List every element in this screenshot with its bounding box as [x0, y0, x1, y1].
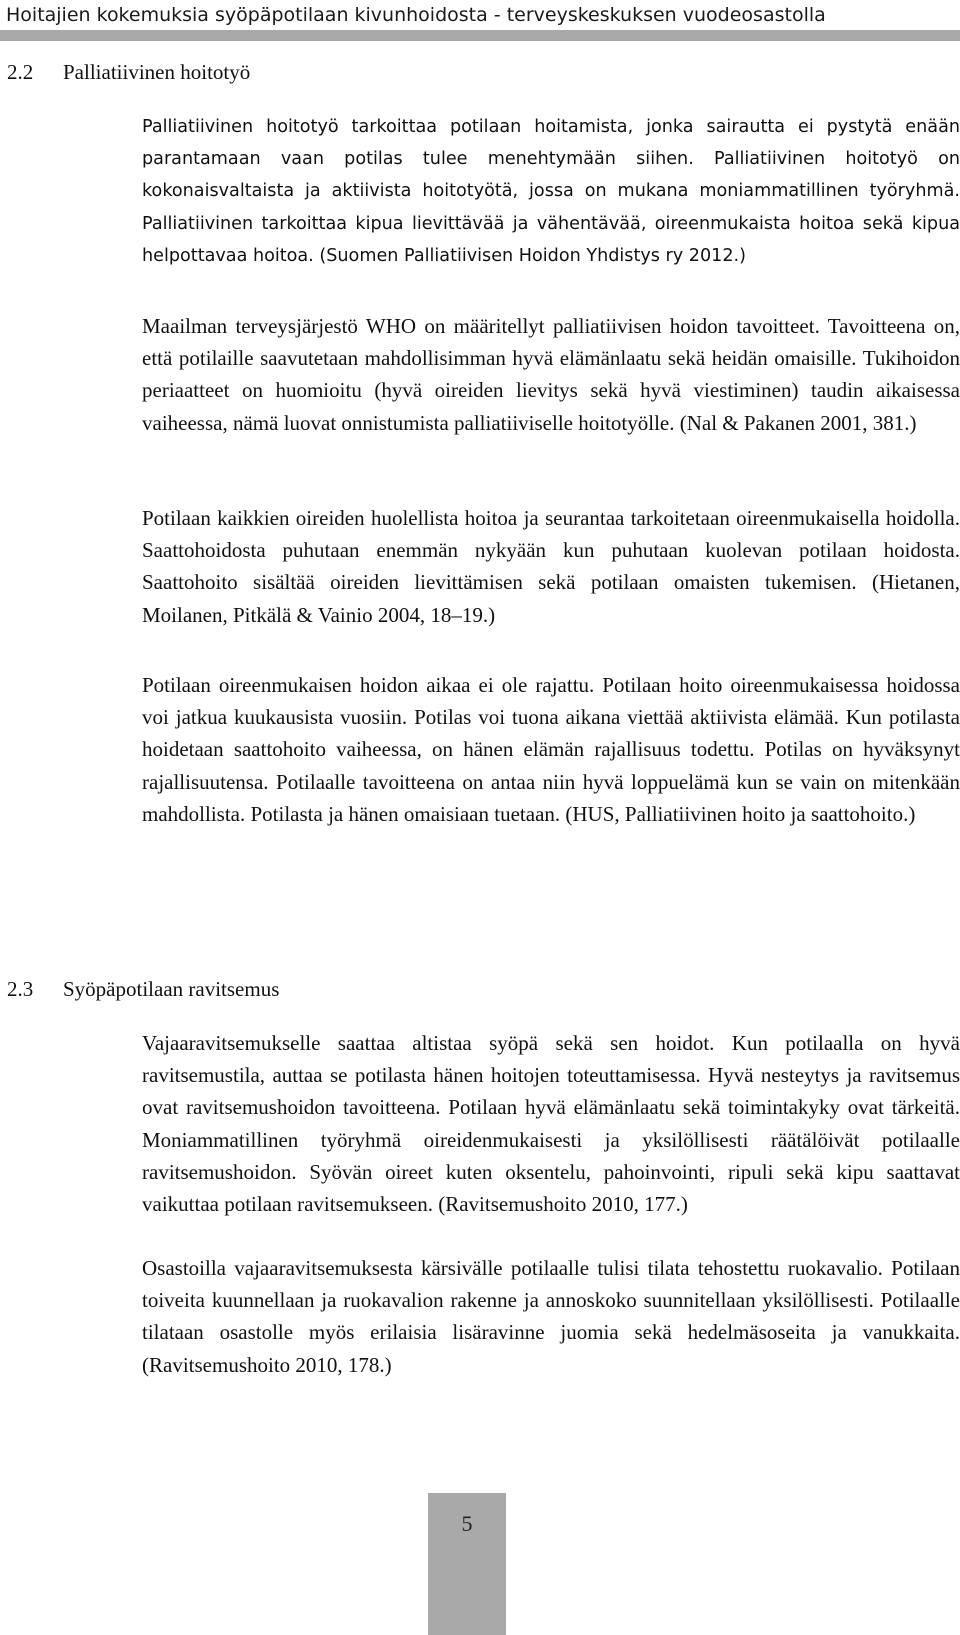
paragraph: Maailman terveysjärjestö WHO on määritellyt palliatiivisen hoidon tavoitteet. Tavoitteena on, että potilaille saavutetaan mahdollisimman hyvä elämänlaatu sekä heidän omaisille. Tukihoidon periaatteet on huomioitu (hyvä oireiden lievitys sekä hyvä viestiminen) taudin aikaisessa vaiheessa, nämä luovat onnistumista palliatiiviselle hoitotyölle. (Nal & Pakanen 2001, 381.) — [142, 314, 960, 435]
paragraph: Vajaaravitsemukselle saattaa altistaa syöpä sekä sen hoidot. Kun potilaalla on hyvä ravitsemustila, auttaa se potilasta hänen hoitojen toteuttamisessa. Hyvä nesteytys ja ravitsemus ovat ravitsemushoidon tavoitteena. Potilaan hyvä elämänlaatu sekä toimintakyky ovat tärkeitä. Moniammatillinen työryhmä oireidenmukaisesti ja yksilöllisesti räätälöivät potilaalle ravitsemushoidon. Syövän oireet kuten oksentelu, pahoinvointi, ripuli sekä kipu saattavat vaikuttaa potilaan ravitsemukseen. (Ravitsemushoito 2010, 177.) — [142, 1031, 960, 1217]
running-header — [0, 0, 960, 42]
paragraph: Osastoilla vajaaravitsemuksesta kärsivälle potilaalle tulisi tilata tehostettu ruokavalio. Potilaan toiveita kuunnellaan ja ruokavalion rakenne ja annoskoko suunnitellaan yksilöllisesti. Potilaalle tilataan osastolle myös erilaisia lisäravinne juomia sekä hedelmäsoseita ja vanukkaita. (Ravitsemushoito 2010, 178.) — [142, 1256, 960, 1377]
section-number: 2.3 — [7, 977, 34, 1001]
section-number: 2.2 — [7, 60, 34, 84]
section-title: Syöpäpotilaan ravitsemus — [63, 977, 280, 1001]
page-number: 5 — [461, 1511, 473, 1536]
section-heading-2-2 — [7, 59, 250, 85]
header-rule — [0, 30, 960, 41]
document-title: Hoitajien kokemuksia syöpäpotilaan kivunhoidosta - terveyskeskuksen vuodeosastolla — [6, 4, 826, 26]
section-heading-2-3 — [7, 976, 279, 1002]
section-title: Palliatiivinen hoitotyö — [63, 60, 251, 84]
page-number-box — [428, 1493, 506, 1635]
paragraph: Potilaan kaikkien oireiden huolellista hoitoa ja seurantaa tarkoitetaan oireenmukaisella hoidolla. Saattohoidosta puhutaan enemmän nykyään kun puhutaan kuolevan potilaan hoidosta. Saattohoito sisältää oireiden lievittämisen sekä potilaan omaisten tukemisen. (Hietanen, Moilanen, Pitkälä & Vainio 2004, 18–19.) — [142, 506, 960, 627]
paragraph: Potilaan oireenmukaisen hoidon aikaa ei ole rajattu. Potilaan hoito oireenmukaisessa hoidossa voi jatkua kuukausista vuosiin. Potilas voi tuona aikana viettää aktiivista elämää. Kun potilasta hoidetaan saattohoito vaiheessa, on hänen elämän rajallisuus todettu. Potilas on hyväksynyt rajallisuutensa. Potilaalle tavoitteena on antaa niin hyvä loppuelämä kun se vain on mitenkään mahdollista. Potilasta ja hänen omaisiaan tuetaan. (HUS, Palliatiivinen hoito ja saattohoito.) — [142, 673, 960, 826]
paragraph: Palliatiivinen hoitotyö tarkoittaa potilaan hoitamista, jonka sairautta ei pystytä enään parantamaan vaan potilas tulee menehtymään siihen. Palliatiivinen hoitotyö on kokonaisvaltaista ja aktiivista hoitotyötä, jossa on mukana moniammatillinen työryhmä. Palliatiivinen tarkoittaa kipua lievittävää ja vähentävää, oireenmukaista hoitoa sekä kipua helpottavaa hoitoa. (Suomen Palliatiivisen Hoidon Yhdistys ry 2012.) — [142, 117, 960, 266]
